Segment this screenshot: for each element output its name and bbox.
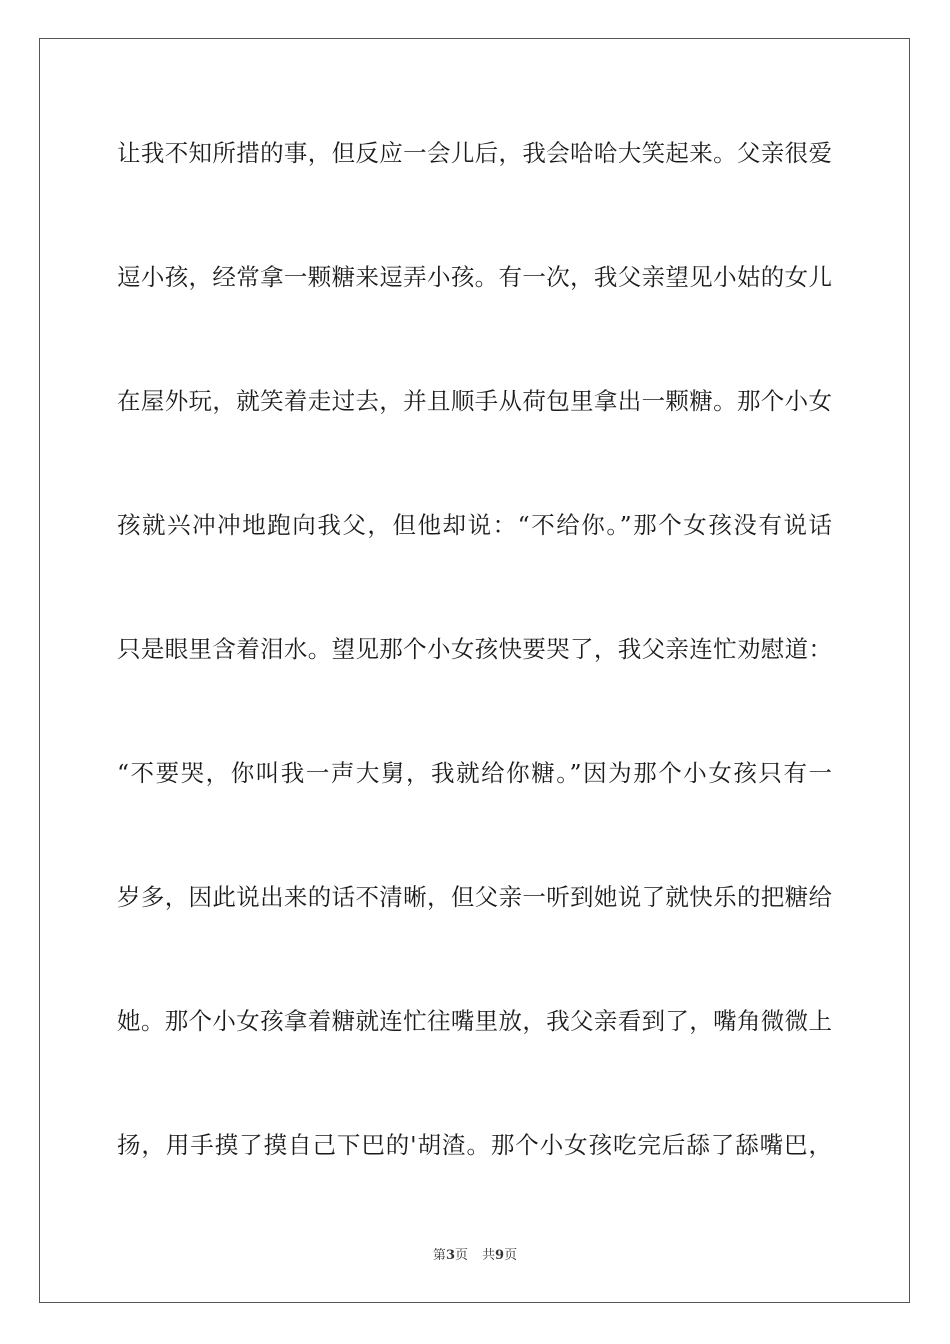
text-line-4: 孩就兴冲冲地跑向我父，但他却说：“不给你。”那个女孩没有说话: [117, 511, 832, 539]
text-line-3: 在屋外玩，就笑着走过去，并且顺手从荷包里拿出一颗糖。那个小女: [117, 387, 832, 415]
page-suffix: 页: [454, 1248, 468, 1263]
text-line-2: 逗小孩，经常拿一颗糖来逗弄小孩。有一次，我父亲望见小姑的女儿: [117, 263, 832, 291]
page-prefix: 第: [432, 1248, 446, 1263]
total-prefix: 共: [482, 1248, 496, 1263]
text-line-5: 只是眼里含着泪水。望见那个小女孩快要哭了，我父亲连忙劝慰道：: [117, 635, 832, 663]
page-border: [39, 38, 910, 1303]
text-line-8: 她。那个小女孩拿着糖就连忙往嘴里放，我父亲看到了，嘴角微微上: [117, 1007, 832, 1035]
page-footer: [0, 1247, 950, 1265]
text-line-1: 让我不知所措的事，但反应一会儿后，我会哈哈大笑起来。父亲很爱: [117, 139, 832, 167]
total-page-number: 9: [495, 1248, 505, 1263]
current-page-number: 3: [445, 1248, 455, 1263]
text-line-9: 扬，用手摸了摸自己下巴的'胡渣。那个小女孩吃完后舔了舔嘴巴，: [117, 1131, 832, 1159]
total-suffix: 页: [504, 1248, 518, 1263]
text-line-6: “不要哭，你叫我一声大舅，我就给你糖。”因为那个小女孩只有一: [117, 759, 832, 787]
text-line-7: 岁多，因此说出来的话不清晰，但父亲一听到她说了就快乐的把糖给: [117, 883, 832, 911]
